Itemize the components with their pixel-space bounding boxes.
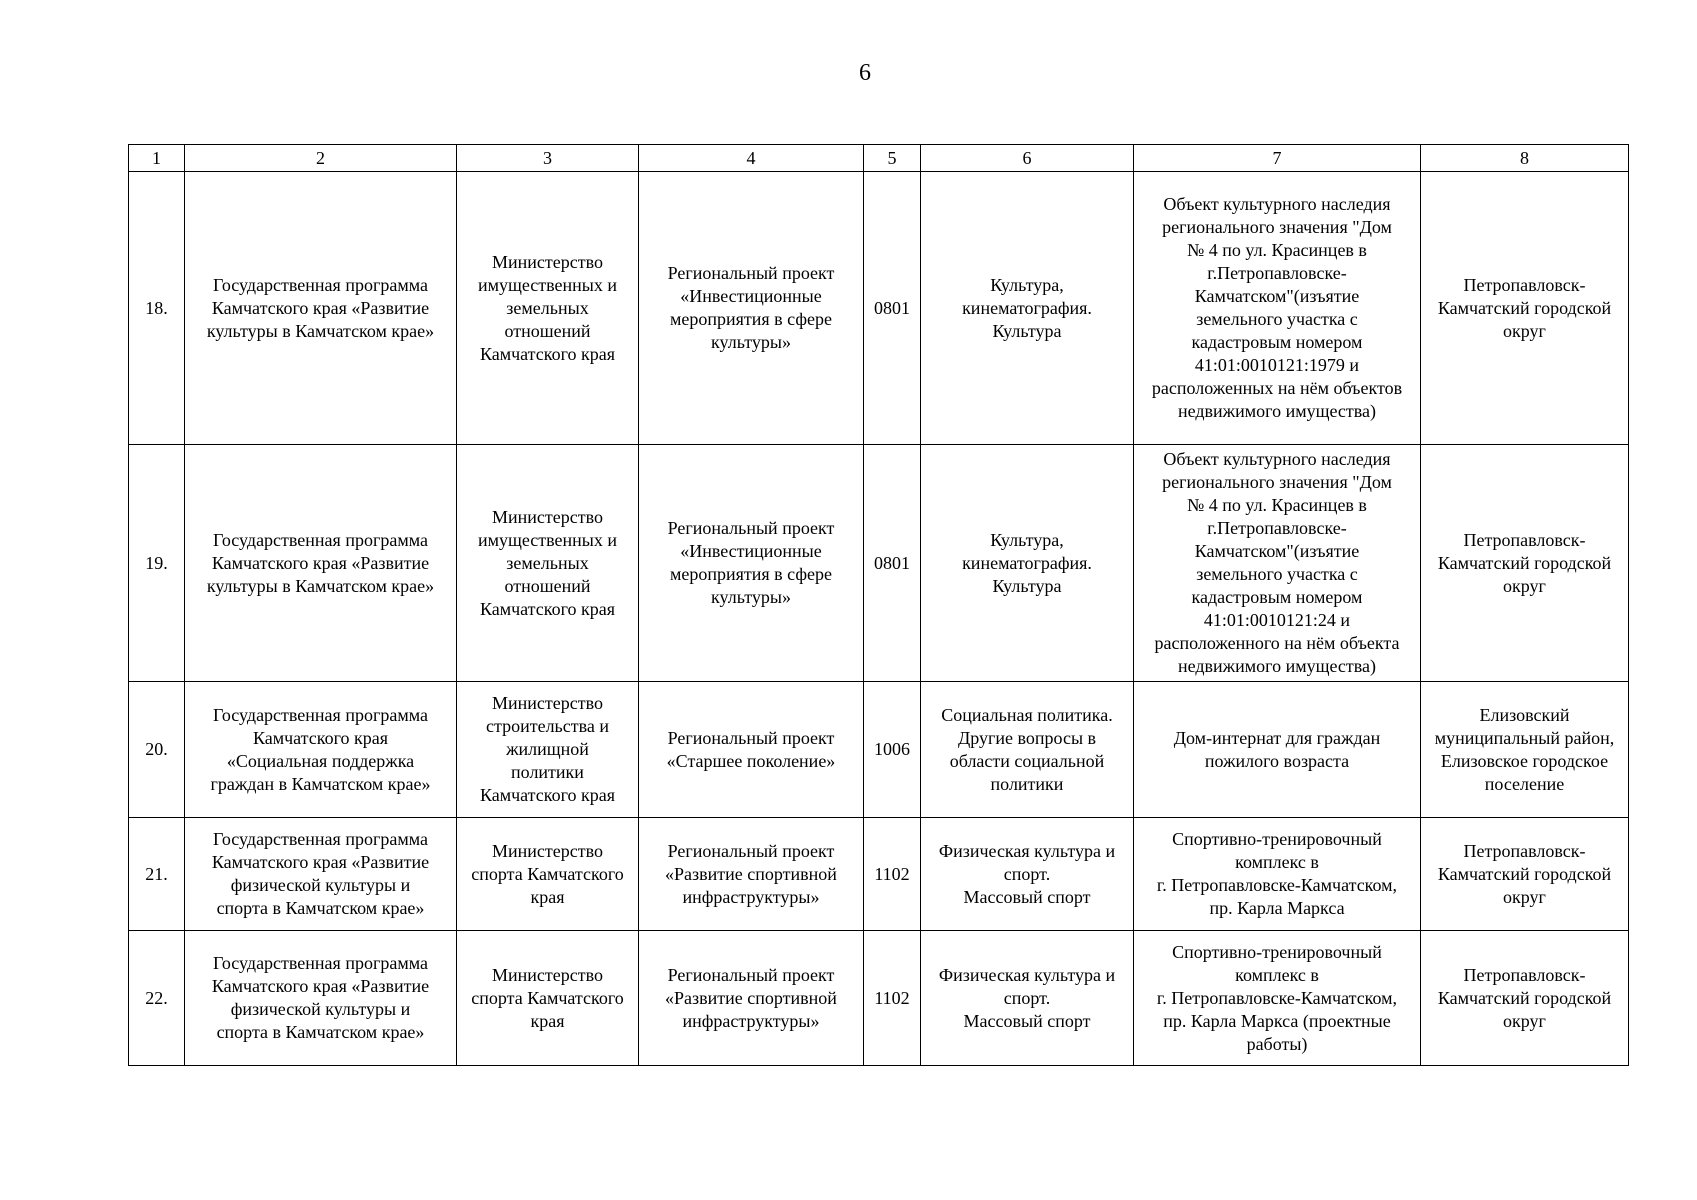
territory-cell: Петропавловск- Камчатский городской округ [1421,445,1629,682]
program-cell: Государственная программа Камчатского края «Социальная поддержка граждан в Камчатском крае» [185,682,457,818]
table-row [129,445,1629,682]
section-cell: Физическая культура и спорт. Массовый спорт [921,931,1134,1066]
project-cell: Региональный проект «Развитие спортивной инфраструктуры» [639,931,864,1066]
section-cell: Культура, кинематография. Культура [921,172,1134,445]
object-cell: Спортивно-тренировочный комплекс в г. Петропавловске-Камчатском, пр. Карла Маркса (проектные работы) [1134,931,1421,1066]
project-cell: Региональный проект «Старшее поколение» [639,682,864,818]
ministry-cell: Министерство строительства и жилищной политики Камчатского края [457,682,639,818]
territory-cell: Петропавловск- Камчатский городской округ [1421,931,1629,1066]
row-number: 19. [129,445,185,682]
table-row [129,172,1629,445]
table-header-row [129,145,1629,172]
code-cell: 0801 [864,172,921,445]
program-cell: Государственная программа Камчатского края «Развитие культуры в Камчатском крае» [185,172,457,445]
code-cell: 0801 [864,445,921,682]
section-cell: Физическая культура и спорт. Массовый спорт [921,818,1134,931]
section-cell: Культура, кинематография. Культура [921,445,1134,682]
program-cell: Государственная программа Камчатского края «Развитие физической культуры и спорта в Камчатском крае» [185,818,457,931]
page-number: 6 [859,60,871,86]
table-row [129,931,1629,1066]
column-header: 4 [639,145,864,172]
territory-cell: Петропавловск- Камчатский городской округ [1421,818,1629,931]
table-row [129,682,1629,818]
code-cell: 1102 [864,818,921,931]
column-header: 3 [457,145,639,172]
table-row [129,818,1629,931]
project-cell: Региональный проект «Инвестиционные мероприятия в сфере культуры» [639,445,864,682]
objects-table [128,144,1629,1066]
column-header: 1 [129,145,185,172]
column-header: 5 [864,145,921,172]
object-cell: Дом-интернат для граждан пожилого возраста [1134,682,1421,818]
section-cell: Социальная политика. Другие вопросы в области социальной политики [921,682,1134,818]
object-cell: Спортивно-тренировочный комплекс в г. Петропавловске-Камчатском, пр. Карла Маркса [1134,818,1421,931]
column-header: 8 [1421,145,1629,172]
row-number: 18. [129,172,185,445]
column-header: 7 [1134,145,1421,172]
ministry-cell: Министерство имущественных и земельных отношений Камчатского края [457,172,639,445]
project-cell: Региональный проект «Инвестиционные мероприятия в сфере культуры» [639,172,864,445]
program-cell: Государственная программа Камчатского края «Развитие культуры в Камчатском крае» [185,445,457,682]
ministry-cell: Министерство имущественных и земельных отношений Камчатского края [457,445,639,682]
column-header: 6 [921,145,1134,172]
row-number: 20. [129,682,185,818]
code-cell: 1006 [864,682,921,818]
ministry-cell: Министерство спорта Камчатского края [457,931,639,1066]
row-number: 21. [129,818,185,931]
code-cell: 1102 [864,931,921,1066]
territory-cell: Елизовский муниципальный район, Елизовское городское поселение [1421,682,1629,818]
ministry-cell: Министерство спорта Камчатского края [457,818,639,931]
object-cell: Объект культурного наследия регионального значения "Дом № 4 по ул. Красинцев в г.Петропавловске- Камчатском"(изъятие земельного участка с кадастровым номером 41:01:0010121:24 и расположенного на нём объекта недвижимого имущества) [1134,445,1421,682]
object-cell: Объект культурного наследия регионального значения "Дом № 4 по ул. Красинцев в г.Петропавловске- Камчатском"(изъятие земельного участка с кадастровым номером 41:01:0010121:1979 и расположенных на нём объектов недвижимого имущества) [1134,172,1421,445]
column-header: 2 [185,145,457,172]
row-number: 22. [129,931,185,1066]
program-cell: Государственная программа Камчатского края «Развитие физической культуры и спорта в Камчатском крае» [185,931,457,1066]
territory-cell: Петропавловск- Камчатский городской округ [1421,172,1629,445]
project-cell: Региональный проект «Развитие спортивной инфраструктуры» [639,818,864,931]
